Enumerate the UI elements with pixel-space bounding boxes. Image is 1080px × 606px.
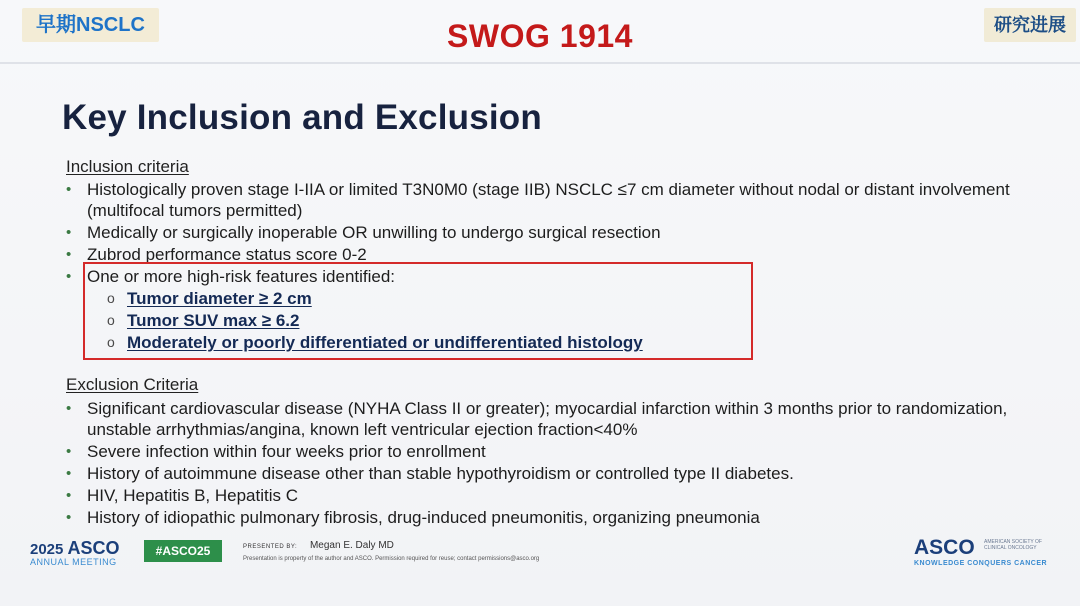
list-item: • Zubrod performance status score 0-2 xyxy=(66,244,1026,265)
high-risk-label: Tumor diameter ≥ 2 cm xyxy=(127,289,312,308)
slide-title: Key Inclusion and Exclusion xyxy=(62,98,542,137)
annual-meeting-logo xyxy=(30,538,130,567)
high-risk-intro: One or more high-risk features identified: xyxy=(87,267,396,286)
high-risk-label: Moderately or poorly differentiated or undifferentiated histology xyxy=(127,333,643,352)
list-item: • History of autoimmune disease other than stable hypothyroidism or controlled type II diabetes. xyxy=(66,463,1026,484)
high-risk-highlight-box xyxy=(83,262,753,360)
exclusion-heading: Exclusion Criteria xyxy=(66,375,199,394)
list-item: • Medically or surgically inoperable OR unwilling to undergo surgical resection xyxy=(66,222,1026,243)
list-item: • HIV, Hepatitis B, Hepatitis C xyxy=(66,485,1026,506)
slide-footer xyxy=(0,532,1080,606)
topic-tag: 早期NSCLC xyxy=(22,8,159,42)
header-divider xyxy=(0,62,1080,64)
meeting-label: ANNUAL MEETING xyxy=(30,557,117,567)
list-item: • History of idiopathic pulmonary fibrosis, drug-induced pneumonitis, organizing pneumonia xyxy=(66,507,1026,528)
asco-logo-mark: ASCO xyxy=(914,536,975,559)
presented-by-label: PRESENTED BY: xyxy=(243,544,298,550)
hashtag-badge: #ASCO25 xyxy=(144,540,222,562)
asco-tagline: KNOWLEDGE CONQUERS CANCER xyxy=(914,560,1048,567)
list-item: • Histologically proven stage I-IIA or limited T3N0M0 (stage IIB) NSCLC ≤7 cm diameter without nodal or distant involvement (multifocal tumors permitted) xyxy=(66,179,1026,221)
asco-logo xyxy=(914,536,1062,568)
inclusion-heading: Inclusion criteria xyxy=(66,157,189,176)
meeting-year: 2025 xyxy=(30,541,64,558)
copyright-disclaimer: Presentation is property of the author and ASCO. Permission required for reuse; contact permissions@asco.org xyxy=(243,556,540,562)
asco-org-name: AMERICAN SOCIETY OF CLINICAL ONCOLOGY xyxy=(984,539,1042,551)
study-headline: SWOG 1914 xyxy=(447,18,633,54)
list-item: • Significant cardiovascular disease (NYHA Class II or greater); myocardial infarction within 3 months prior to randomization, unstable arrhythmias/angina, known left ventricular ejection fraction<40% xyxy=(66,398,1026,440)
list-item: • Severe infection within four weeks prior to enrollment xyxy=(66,441,1026,462)
exclusion-list xyxy=(66,398,1026,529)
presenter-line xyxy=(243,540,394,551)
meeting-brand: ASCO xyxy=(67,538,120,558)
presenter-name: Megan E. Daly MD xyxy=(309,540,394,551)
progress-tag: 研究进展 xyxy=(984,8,1076,42)
high-risk-label: Tumor SUV max ≥ 6.2 xyxy=(127,311,300,330)
